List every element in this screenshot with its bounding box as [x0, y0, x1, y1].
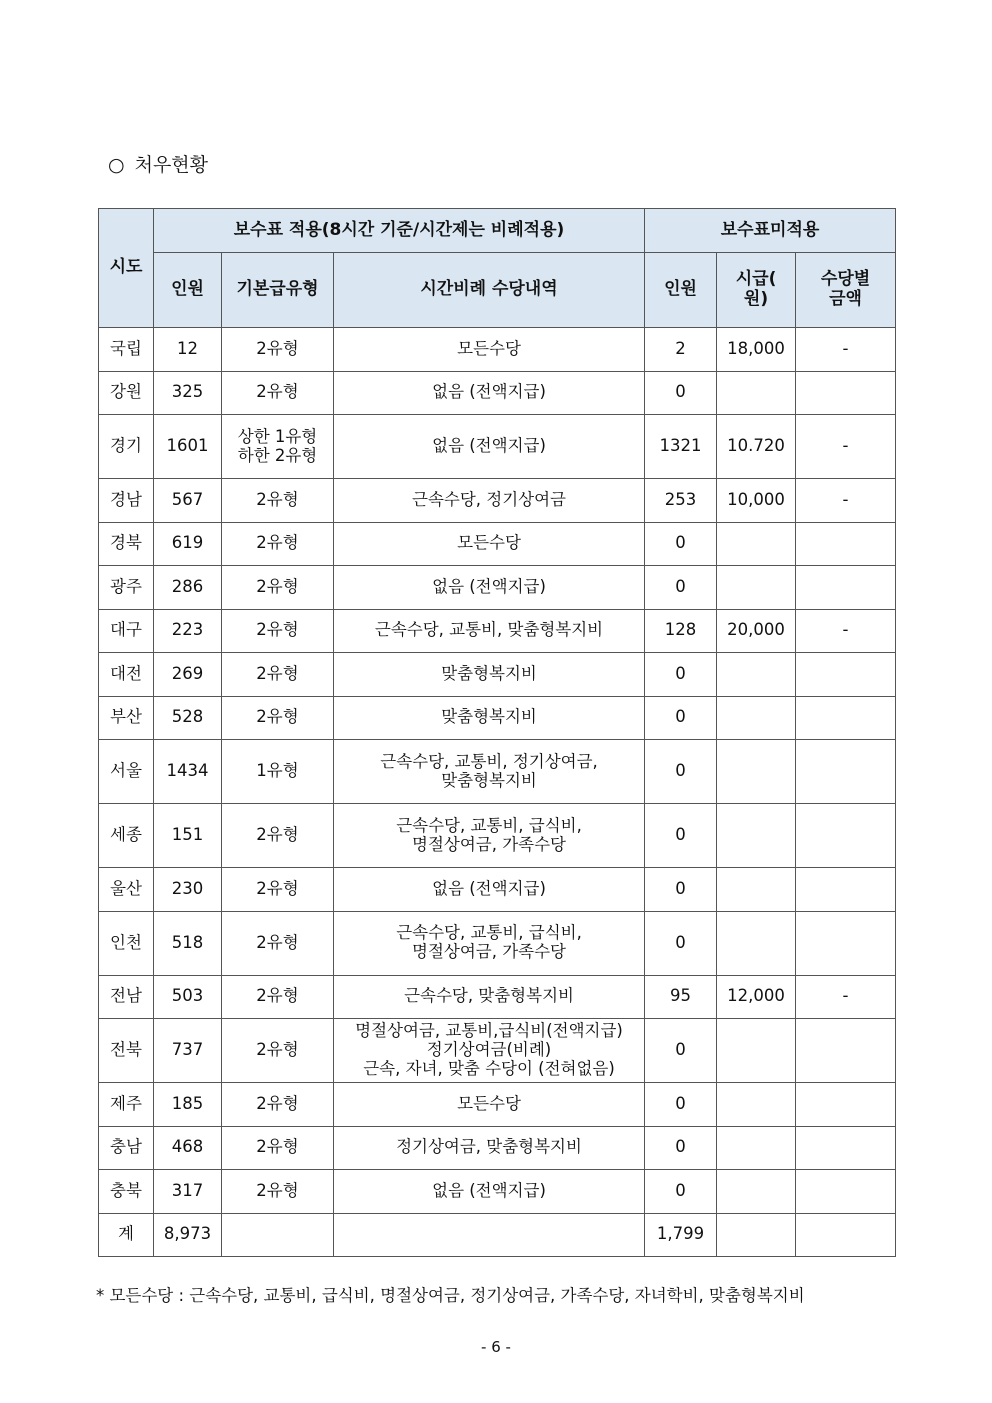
cell-allowances	[334, 1213, 645, 1257]
table-row	[99, 371, 896, 415]
cell-base-type: 상한 1유형 하한 2유형	[222, 415, 334, 479]
header-staff: 인원	[154, 253, 222, 328]
cell-base-type: 2유형	[222, 566, 334, 610]
cell-base-type: 2유형	[222, 1019, 334, 1083]
section-heading	[108, 150, 208, 177]
cell-allowances: 근속수당, 교통비, 급식비, 명절상여금, 가족수당	[334, 911, 645, 975]
cell-hourly-wage	[717, 740, 796, 804]
cell-base-type: 2유형	[222, 804, 334, 868]
cell-hourly-wage	[717, 371, 796, 415]
cell-allowance-amount	[796, 522, 896, 566]
cell-region: 경기	[99, 415, 154, 479]
cell-staff2: 0	[645, 1126, 717, 1170]
cell-region: 울산	[99, 868, 154, 912]
cell-staff2: 2	[645, 328, 717, 372]
table-row	[99, 328, 896, 372]
cell-allowances: 없음 (전액지급)	[334, 415, 645, 479]
cell-staff2: 1321	[645, 415, 717, 479]
table-row	[99, 566, 896, 610]
header-staff-not-applied: 인원	[645, 253, 717, 328]
cell-staff: 286	[154, 566, 222, 610]
cell-staff2: 0	[645, 696, 717, 740]
cell-hourly-wage: 10,000	[717, 479, 796, 523]
cell-staff2: 0	[645, 911, 717, 975]
cell-hourly-wage: 18,000	[717, 328, 796, 372]
cell-allowances: 맞춤형복지비	[334, 696, 645, 740]
cell-staff2: 0	[645, 653, 717, 697]
cell-hourly-wage	[717, 1083, 796, 1127]
cell-region: 계	[99, 1213, 154, 1257]
section-title: 처우현황	[134, 154, 209, 176]
cell-region: 인천	[99, 911, 154, 975]
cell-staff2: 0	[645, 566, 717, 610]
cell-allowance-amount	[796, 1170, 896, 1214]
circle-bullet-icon: ○	[108, 154, 125, 176]
cell-allowance-amount	[796, 1083, 896, 1127]
cell-region: 서울	[99, 740, 154, 804]
table-row	[99, 1083, 896, 1127]
cell-allowances: 정기상여금, 맞춤형복지비	[334, 1126, 645, 1170]
cell-allowance-amount	[796, 740, 896, 804]
cell-staff2: 0	[645, 1170, 717, 1214]
cell-staff: 185	[154, 1083, 222, 1127]
cell-staff: 325	[154, 371, 222, 415]
cell-staff2: 0	[645, 1019, 717, 1083]
cell-base-type: 2유형	[222, 479, 334, 523]
cell-staff: 1601	[154, 415, 222, 479]
cell-region: 대구	[99, 609, 154, 653]
cell-hourly-wage	[717, 1019, 796, 1083]
header-hourly-wage: 시급( 원)	[717, 253, 796, 328]
cell-staff2: 1,799	[645, 1213, 717, 1257]
table-row	[99, 1019, 896, 1083]
cell-staff: 1434	[154, 740, 222, 804]
cell-staff: 503	[154, 975, 222, 1019]
table-row	[99, 868, 896, 912]
cell-hourly-wage: 10.720	[717, 415, 796, 479]
cell-staff2: 0	[645, 740, 717, 804]
cell-staff: 468	[154, 1126, 222, 1170]
cell-allowances: 없음 (전액지급)	[334, 868, 645, 912]
cell-hourly-wage	[717, 911, 796, 975]
cell-allowance-amount	[796, 804, 896, 868]
cell-allowances: 근속수당, 정기상여금	[334, 479, 645, 523]
cell-region: 국립	[99, 328, 154, 372]
cell-hourly-wage	[717, 1213, 796, 1257]
cell-hourly-wage	[717, 868, 796, 912]
cell-staff: 528	[154, 696, 222, 740]
cell-allowances: 모든수당	[334, 1083, 645, 1127]
cell-hourly-wage	[717, 566, 796, 610]
table-row	[99, 696, 896, 740]
cell-allowance-amount	[796, 911, 896, 975]
cell-staff2: 0	[645, 804, 717, 868]
cell-region: 세종	[99, 804, 154, 868]
header-applied-group: 보수표 적용(8시간 기준/시간제는 비례적용)	[154, 209, 645, 253]
cell-staff: 269	[154, 653, 222, 697]
cell-staff: 737	[154, 1019, 222, 1083]
cell-staff: 317	[154, 1170, 222, 1214]
cell-staff2: 0	[645, 1083, 717, 1127]
header-allowance-amount: 수당별 금액	[796, 253, 896, 328]
cell-allowances: 근속수당, 교통비, 급식비, 명절상여금, 가족수당	[334, 804, 645, 868]
cell-allowance-amount	[796, 1019, 896, 1083]
cell-allowance-amount	[796, 868, 896, 912]
cell-staff2: 0	[645, 868, 717, 912]
table-row	[99, 1126, 896, 1170]
cell-staff2: 128	[645, 609, 717, 653]
cell-allowances: 근속수당, 교통비, 정기상여금, 맞춤형복지비	[334, 740, 645, 804]
table-row	[99, 911, 896, 975]
cell-hourly-wage	[717, 1170, 796, 1214]
cell-staff: 619	[154, 522, 222, 566]
header-base-type: 기본급유형	[222, 253, 334, 328]
cell-allowance-amount: -	[796, 415, 896, 479]
cell-region: 경북	[99, 522, 154, 566]
cell-base-type: 2유형	[222, 1083, 334, 1127]
cell-staff2: 95	[645, 975, 717, 1019]
cell-allowances: 맞춤형복지비	[334, 653, 645, 697]
cell-region: 전북	[99, 1019, 154, 1083]
table-row	[99, 415, 896, 479]
cell-allowance-amount: -	[796, 479, 896, 523]
header-not-applied-group: 보수표미적용	[645, 209, 896, 253]
cell-base-type: 1유형	[222, 740, 334, 804]
cell-staff: 518	[154, 911, 222, 975]
cell-region: 제주	[99, 1083, 154, 1127]
cell-hourly-wage	[717, 1126, 796, 1170]
cell-allowances: 없음 (전액지급)	[334, 1170, 645, 1214]
table-row	[99, 804, 896, 868]
table-row	[99, 740, 896, 804]
cell-region: 강원	[99, 371, 154, 415]
cell-allowance-amount: -	[796, 975, 896, 1019]
cell-base-type	[222, 1213, 334, 1257]
cell-allowance-amount: -	[796, 328, 896, 372]
cell-allowance-amount	[796, 371, 896, 415]
cell-staff: 567	[154, 479, 222, 523]
cell-staff2: 0	[645, 522, 717, 566]
page-number: - 6 -	[481, 1338, 511, 1356]
cell-base-type: 2유형	[222, 1126, 334, 1170]
cell-staff2: 0	[645, 371, 717, 415]
cell-hourly-wage: 20,000	[717, 609, 796, 653]
cell-allowances: 모든수당	[334, 522, 645, 566]
cell-base-type: 2유형	[222, 696, 334, 740]
cell-hourly-wage	[717, 522, 796, 566]
cell-base-type: 2유형	[222, 868, 334, 912]
compensation-table	[98, 208, 896, 1257]
table-row	[99, 975, 896, 1019]
header-allowances: 시간비례 수당내역	[334, 253, 645, 328]
table-row	[99, 1170, 896, 1214]
table-row	[99, 653, 896, 697]
cell-base-type: 2유형	[222, 371, 334, 415]
cell-allowance-amount	[796, 566, 896, 610]
cell-base-type: 2유형	[222, 522, 334, 566]
cell-base-type: 2유형	[222, 328, 334, 372]
table-row	[99, 609, 896, 653]
cell-staff2: 253	[645, 479, 717, 523]
cell-hourly-wage	[717, 653, 796, 697]
total-row	[99, 1213, 896, 1257]
table-row	[99, 479, 896, 523]
cell-region: 부산	[99, 696, 154, 740]
cell-base-type: 2유형	[222, 1170, 334, 1214]
cell-hourly-wage	[717, 696, 796, 740]
cell-allowance-amount: -	[796, 609, 896, 653]
cell-region: 대전	[99, 653, 154, 697]
cell-base-type: 2유형	[222, 653, 334, 697]
cell-allowances: 없음 (전액지급)	[334, 566, 645, 610]
cell-base-type: 2유형	[222, 975, 334, 1019]
cell-region: 충남	[99, 1126, 154, 1170]
cell-hourly-wage: 12,000	[717, 975, 796, 1019]
cell-allowance-amount	[796, 696, 896, 740]
cell-staff: 12	[154, 328, 222, 372]
cell-allowances: 근속수당, 맞춤형복지비	[334, 975, 645, 1019]
cell-base-type: 2유형	[222, 911, 334, 975]
cell-allowances: 없음 (전액지급)	[334, 371, 645, 415]
cell-staff: 230	[154, 868, 222, 912]
cell-allowance-amount	[796, 1126, 896, 1170]
footnote: * 모든수당 : 근속수당, 교통비, 급식비, 명절상여금, 정기상여금, 가족수당, 자녀학비, 맞춤형복지비	[96, 1286, 805, 1305]
header-region: 시도	[99, 209, 154, 328]
cell-region: 전남	[99, 975, 154, 1019]
cell-allowances: 근속수당, 교통비, 맞춤형복지비	[334, 609, 645, 653]
cell-staff: 151	[154, 804, 222, 868]
cell-region: 광주	[99, 566, 154, 610]
cell-region: 경남	[99, 479, 154, 523]
cell-hourly-wage	[717, 804, 796, 868]
cell-allowances: 명절상여금, 교통비,급식비(전액지급) 정기상여금(비례) 근속, 자녀, 맞춤 수당이 (전혀없음)	[334, 1019, 645, 1083]
cell-staff: 223	[154, 609, 222, 653]
cell-staff: 8,973	[154, 1213, 222, 1257]
cell-region: 충북	[99, 1170, 154, 1214]
cell-allowance-amount	[796, 1213, 896, 1257]
cell-allowances: 모든수당	[334, 328, 645, 372]
table-row	[99, 522, 896, 566]
cell-base-type: 2유형	[222, 609, 334, 653]
cell-allowance-amount	[796, 653, 896, 697]
